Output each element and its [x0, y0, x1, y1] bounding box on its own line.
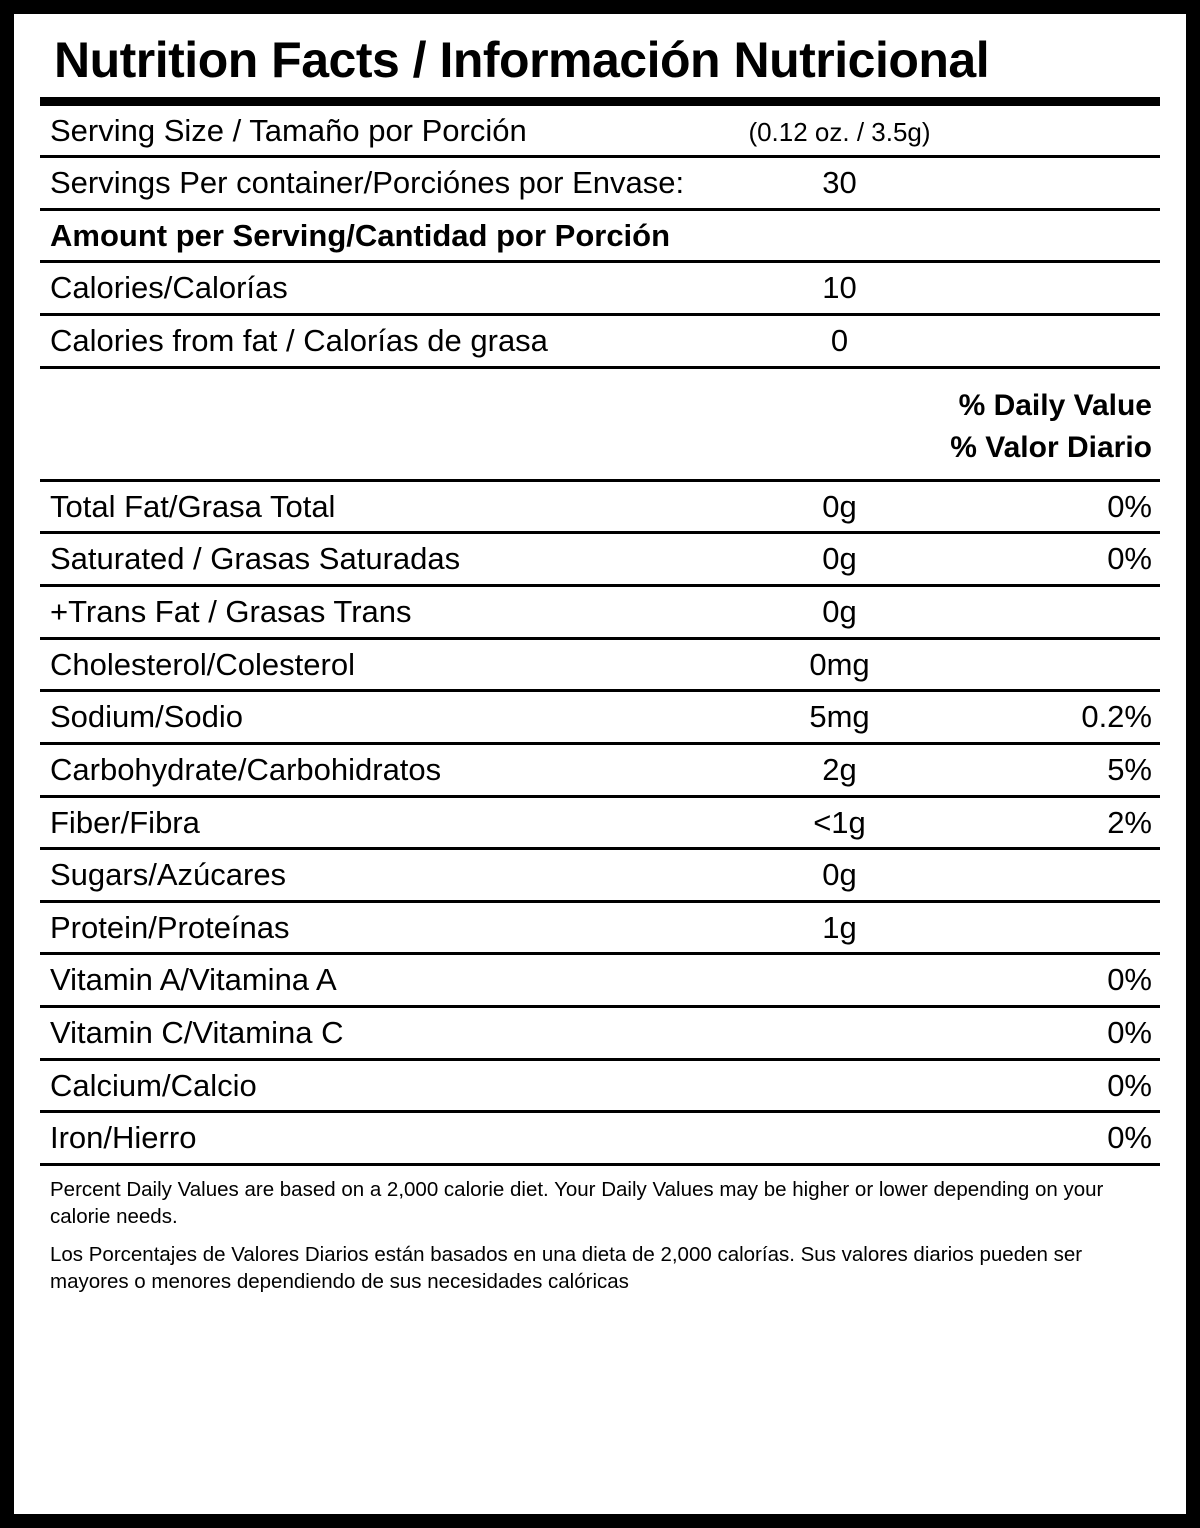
nutrient-amount: 0g [822, 857, 857, 893]
nutrient-amount: 0mg [809, 646, 870, 682]
nutrient-name: Vitamin A/Vitamina A [50, 962, 337, 998]
calories-from-fat-row [40, 316, 1160, 366]
nutrient-name: Protein/Proteínas [50, 909, 290, 945]
nutrient-row [40, 850, 1160, 900]
nutrient-name: Fiber/Fibra [50, 804, 200, 840]
nutrient-amount: <1g [813, 804, 866, 840]
nutrient-amount: 0g [822, 488, 857, 524]
nutrient-amount: 1g [822, 909, 857, 945]
calories-value: 10 [822, 270, 857, 306]
nutrient-row [40, 692, 1160, 742]
nutrient-daily-value: 0% [1107, 962, 1152, 998]
calories-from-fat-value: 0 [830, 323, 849, 359]
nutrient-row [40, 587, 1160, 637]
footnote-es: Los Porcentajes de Valores Diarios están basados en una dieta de 2,000 calorías. Sus valores diarios pueden ser mayores o menores dependiendo de sus necesidades calóricas [50, 1243, 1083, 1294]
footnote [40, 1166, 1160, 1306]
nutrient-daily-value: 0.2% [1081, 699, 1152, 735]
servings-per-container-label: Servings Per container/Porciónes por Envase: [50, 165, 685, 201]
nutrient-amount: 0g [822, 541, 857, 577]
nutrient-row [40, 1008, 1160, 1058]
nutrient-daily-value: 2% [1107, 804, 1152, 840]
page-title: Nutrition Facts / Información Nutricional [54, 32, 990, 88]
serving-size-label: Serving Size / Tamaño por Porción [50, 112, 527, 148]
nutrient-daily-value: 0% [1107, 1120, 1152, 1156]
amount-per-serving-label: Amount per Serving/Cantidad por Porción [50, 217, 671, 253]
nutrition-facts-label [14, 14, 1186, 1514]
nutrient-daily-value: 0% [1107, 1015, 1152, 1051]
nutrient-daily-value: 0% [1107, 541, 1152, 577]
servings-per-container-value: 30 [822, 165, 857, 201]
nutrient-row [40, 955, 1160, 1005]
nutrient-name: Total Fat/Grasa Total [50, 488, 336, 524]
nutrient-name: Sugars/Azúcares [50, 857, 287, 893]
nutrient-row [40, 1113, 1160, 1163]
nutrient-amount: 0g [822, 593, 857, 629]
divider-title [40, 97, 1160, 106]
nutrient-amount: 5mg [809, 699, 870, 735]
footnote-en: Percent Daily Values are based on a 2,000 calorie diet. Your Daily Values may be higher or lower depending on your calorie needs. [50, 1178, 1104, 1229]
nutrient-daily-value: 5% [1107, 751, 1152, 787]
nutrient-name: Iron/Hierro [50, 1120, 197, 1156]
servings-per-container-row [40, 158, 1160, 208]
nutrient-amount: 2g [822, 751, 857, 787]
nutrient-row [40, 534, 1160, 584]
nutrient-row [40, 640, 1160, 690]
nutrient-name: Carbohydrate/Carbohidratos [50, 751, 442, 787]
calories-label: Calories/Calorías [50, 270, 288, 306]
daily-value-header-en: % Daily Value [958, 388, 1152, 422]
nutrient-daily-value: 0% [1107, 1067, 1152, 1103]
daily-value-header-es: % Valor Diario [950, 430, 1152, 464]
nutrient-name: +Trans Fat / Grasas Trans [50, 593, 412, 629]
nutrient-name: Calcium/Calcio [50, 1067, 257, 1103]
nutrient-row [40, 903, 1160, 953]
nutrient-name: Saturated / Grasas Saturadas [50, 541, 461, 577]
calories-from-fat-label: Calories from fat / Calorías de grasa [50, 323, 548, 359]
nutrient-name: Sodium/Sodio [50, 699, 244, 735]
nutrient-row [40, 1061, 1160, 1111]
calories-row [40, 263, 1160, 313]
serving-size-value: (0.12 oz. / 3.5g) [748, 116, 931, 147]
nutrient-row [40, 482, 1160, 532]
nutrient-row [40, 798, 1160, 848]
daily-value-header [40, 369, 1160, 479]
nutrient-rows [40, 482, 1160, 1163]
nutrient-daily-value: 0% [1107, 488, 1152, 524]
nutrient-name: Vitamin C/Vitamina C [50, 1015, 344, 1051]
nutrient-name: Cholesterol/Colesterol [50, 646, 355, 682]
amount-per-serving-row [40, 211, 1160, 261]
nutrient-row [40, 745, 1160, 795]
serving-size-row [40, 106, 1160, 156]
